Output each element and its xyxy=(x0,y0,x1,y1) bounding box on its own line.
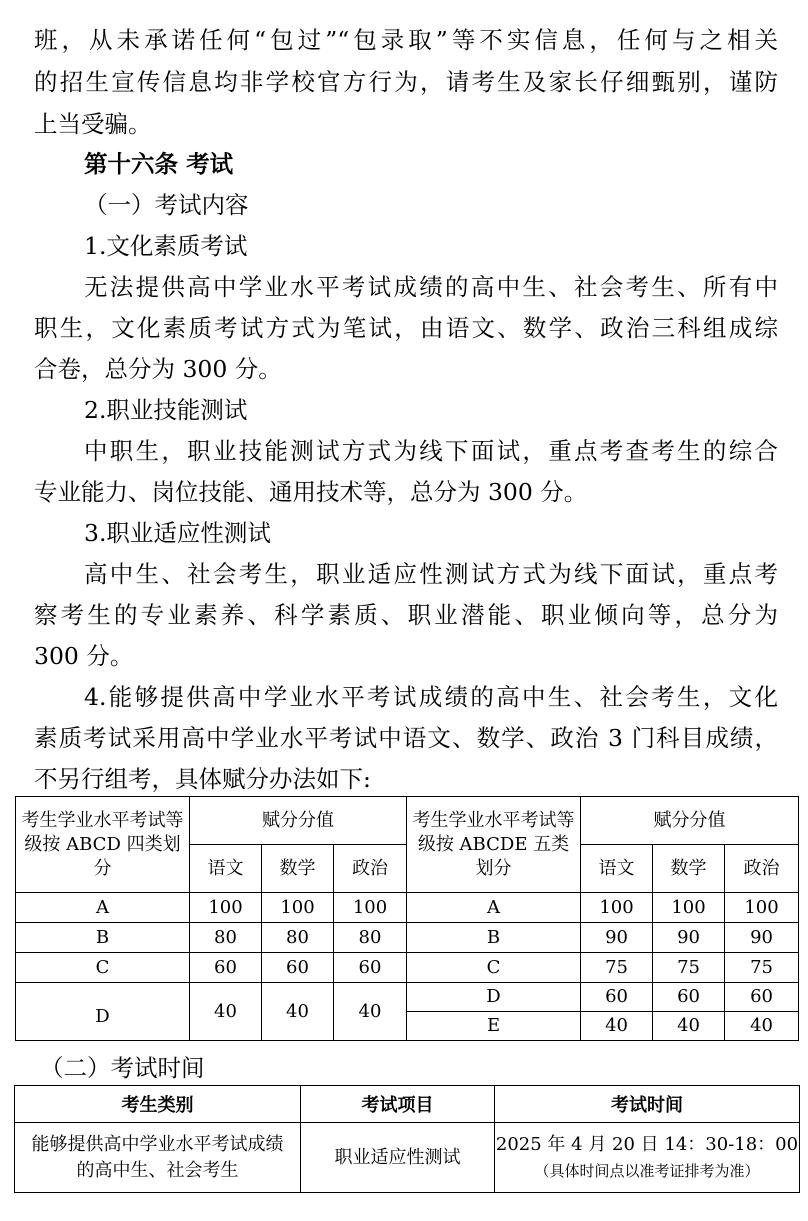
grade-cell: B xyxy=(407,923,581,953)
score-cell: 60 xyxy=(653,983,725,1012)
score-cell: 60 xyxy=(725,983,799,1012)
text-line: 无法提供高中学业水平考试成绩的高中生、社会考生、所有中 xyxy=(84,273,778,301)
section-title: （二）考试时间 xyxy=(40,1054,205,1082)
subject-header: 政治 xyxy=(334,845,407,893)
grade-cell: A xyxy=(407,893,581,923)
left-grade-header: 考生学业水平考试等级按 ABCD 四类划分 xyxy=(16,797,190,893)
text-line: 素质考试采用高中学业水平考试中语文、数学、政治 3 门科目成绩， xyxy=(34,724,778,752)
table-row xyxy=(16,893,799,923)
text-line: 的招生宣传信息均非学校官方行为，请考生及家长仔细甄别，谨防 xyxy=(34,68,778,96)
column-header: 考试项目 xyxy=(301,1086,495,1123)
score-cell: 75 xyxy=(581,953,653,983)
grade-cell: D xyxy=(407,983,581,1012)
text-line: 上当受骗。 xyxy=(34,110,152,138)
grade-cell: A xyxy=(16,893,190,923)
left-score-header: 赋分分值 xyxy=(190,797,407,845)
score-cell: 75 xyxy=(653,953,725,983)
score-cell: 80 xyxy=(262,923,334,953)
item-title: 1.文化素质考试 xyxy=(84,232,248,260)
exam-item-cell: 职业适应性测试 xyxy=(301,1123,495,1193)
score-cell: 100 xyxy=(334,893,407,923)
grade-cell: B xyxy=(16,923,190,953)
text-line: 300 分。 xyxy=(34,642,134,670)
score-cell: 40 xyxy=(725,1012,799,1041)
article-title: 第十六条 考试 xyxy=(84,150,234,178)
exam-time-table xyxy=(14,1085,800,1193)
exam-time-note: （具体时间点以准考证排考为准） xyxy=(534,1161,760,1180)
subject-header: 数学 xyxy=(653,845,725,893)
text-line: 班，从未承诺任何“包过”“包录取”等不实信息，任何与之相关 xyxy=(34,26,778,54)
score-cell: 80 xyxy=(190,923,262,953)
grade-cell: C xyxy=(16,953,190,983)
grade-cell: E xyxy=(407,1012,581,1041)
text-line: 合卷，总分为 300 分。 xyxy=(34,355,282,383)
score-cell: 90 xyxy=(725,923,799,953)
score-cell: 40 xyxy=(653,1012,725,1041)
score-cell: 60 xyxy=(334,953,407,983)
text-line: 高中生、社会考生，职业适应性测试方式为线下面试，重点考 xyxy=(84,560,778,588)
right-score-header: 赋分分值 xyxy=(581,797,799,845)
text-line: 4.能够提供高中学业水平考试成绩的高中生、社会考生，文化 xyxy=(84,683,778,711)
text-line: 职生，文化素质考试方式为笔试，由语文、数学、政治三科组成综 xyxy=(34,314,778,342)
right-grade-header: 考生学业水平考试等级按 ABCDE 五类划分 xyxy=(407,797,581,893)
subject-header: 语文 xyxy=(190,845,262,893)
score-cell: 40 xyxy=(334,983,407,1041)
score-cell: 100 xyxy=(725,893,799,923)
table-row xyxy=(16,923,799,953)
table-row xyxy=(16,953,799,983)
score-cell: 90 xyxy=(653,923,725,953)
score-table xyxy=(15,796,799,1041)
score-cell: 100 xyxy=(581,893,653,923)
score-cell: 100 xyxy=(262,893,334,923)
table-row xyxy=(16,983,799,1012)
score-cell: 80 xyxy=(334,923,407,953)
score-cell: 60 xyxy=(581,983,653,1012)
text-line: 不另行组考，具体赋分办法如下: xyxy=(34,765,371,793)
score-cell: 75 xyxy=(725,953,799,983)
score-cell: 40 xyxy=(262,983,334,1041)
column-header: 考生类别 xyxy=(15,1086,301,1123)
subject-header: 数学 xyxy=(262,845,334,893)
score-cell: 100 xyxy=(190,893,262,923)
text-line: 察考生的专业素养、科学素质、职业潜能、职业倾向等，总分为 xyxy=(34,601,778,629)
grade-cell: C xyxy=(407,953,581,983)
text-line: 中职生，职业技能测试方式为线下面试，重点考查考生的综合 xyxy=(84,437,778,465)
score-cell: 60 xyxy=(262,953,334,983)
item-title: 3.职业适应性测试 xyxy=(84,519,271,547)
item-title: 2.职业技能测试 xyxy=(84,396,248,424)
subject-header: 语文 xyxy=(581,845,653,893)
table-row xyxy=(15,1123,800,1193)
section-title: （一）考试内容 xyxy=(84,191,249,219)
exam-time-cell xyxy=(495,1123,800,1193)
score-cell: 40 xyxy=(190,983,262,1041)
text-line: 专业能力、岗位技能、通用技术等，总分为 300 分。 xyxy=(34,478,588,506)
score-cell: 100 xyxy=(653,893,725,923)
category-cell: 能够提供高中学业水平考试成绩的高中生、社会考生 xyxy=(15,1123,301,1193)
subject-header: 政治 xyxy=(725,845,799,893)
grade-cell: D xyxy=(16,983,190,1041)
score-cell: 40 xyxy=(581,1012,653,1041)
column-header: 考试时间 xyxy=(495,1086,800,1123)
score-cell: 90 xyxy=(581,923,653,953)
score-cell: 60 xyxy=(190,953,262,983)
exam-time-value: 2025 年 4 月 20 日 14：30-18：00 xyxy=(495,1133,799,1155)
